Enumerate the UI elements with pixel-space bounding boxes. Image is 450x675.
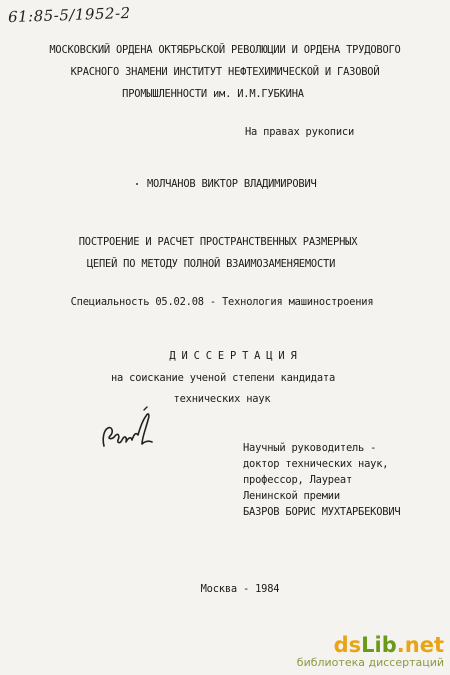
advisor-degree: доктор технических наук, <box>243 458 389 470</box>
document-type: Д И С С Е Р Т А Ц И Я <box>169 350 297 362</box>
logo-net: .net <box>396 633 444 657</box>
degree-line-2: технических наук <box>173 393 271 405</box>
institution-line-3: ПРОМЫШЛЕННОСТИ им. И.М.ГУБКИНА <box>122 88 304 100</box>
advisor-title: профессор, Лауреат <box>243 474 353 486</box>
advisor-label: Научный руководитель - <box>243 442 377 454</box>
specialty: Специальность 05.02.08 - Технология машиностроения <box>70 296 374 308</box>
title-line-1: ПОСТРОЕНИЕ И РАСЧЕТ ПРОСТРАНСТВЕННЫХ РАЗМЕРНЫХ <box>78 236 358 248</box>
degree-line-1: на соискание ученой степени кандидата <box>110 372 336 384</box>
watermark-subtitle: библиотека диссертаций <box>296 656 444 669</box>
archive-code-handwritten: 61:85-5/1952-2 <box>7 3 131 27</box>
rights-note: На правах рукописи <box>245 126 355 138</box>
author-name: МОЛЧАНОВ ВИКТОР ВЛАДИМИРОВИЧ <box>147 178 317 190</box>
advisor-prize: Ленинской премии <box>243 490 340 502</box>
dslib-watermark <box>297 634 444 669</box>
logo-ds: ds <box>333 633 362 657</box>
advisor-name: БАЗРОВ БОРИС МУХТАРБЕКОВИЧ <box>243 506 401 518</box>
ink-dot <box>136 183 138 185</box>
institution-line-1: МОСКОВСКИЙ ОРДЕНА ОКТЯБРЬСКОЙ РЕВОЛЮЦИИ И ОРДЕНА ТРУДОВОГО <box>49 44 401 56</box>
logo-lib: Lib <box>361 633 397 657</box>
signature-handwritten <box>98 402 168 462</box>
dslib-logo <box>297 634 444 656</box>
institution-line-2: КРАСНОГО ЗНАМЕНИ ИНСТИТУТ НЕФТЕХИМИЧЕСКОЙ И ГАЗОВОЙ <box>70 66 380 78</box>
place-and-year: Москва - 1984 <box>200 583 280 595</box>
title-line-2: ЦЕПЕЙ ПО МЕТОДУ ПОЛНОЙ ВЗАИМОЗАМЕНЯЕМОСТИ <box>86 258 336 270</box>
